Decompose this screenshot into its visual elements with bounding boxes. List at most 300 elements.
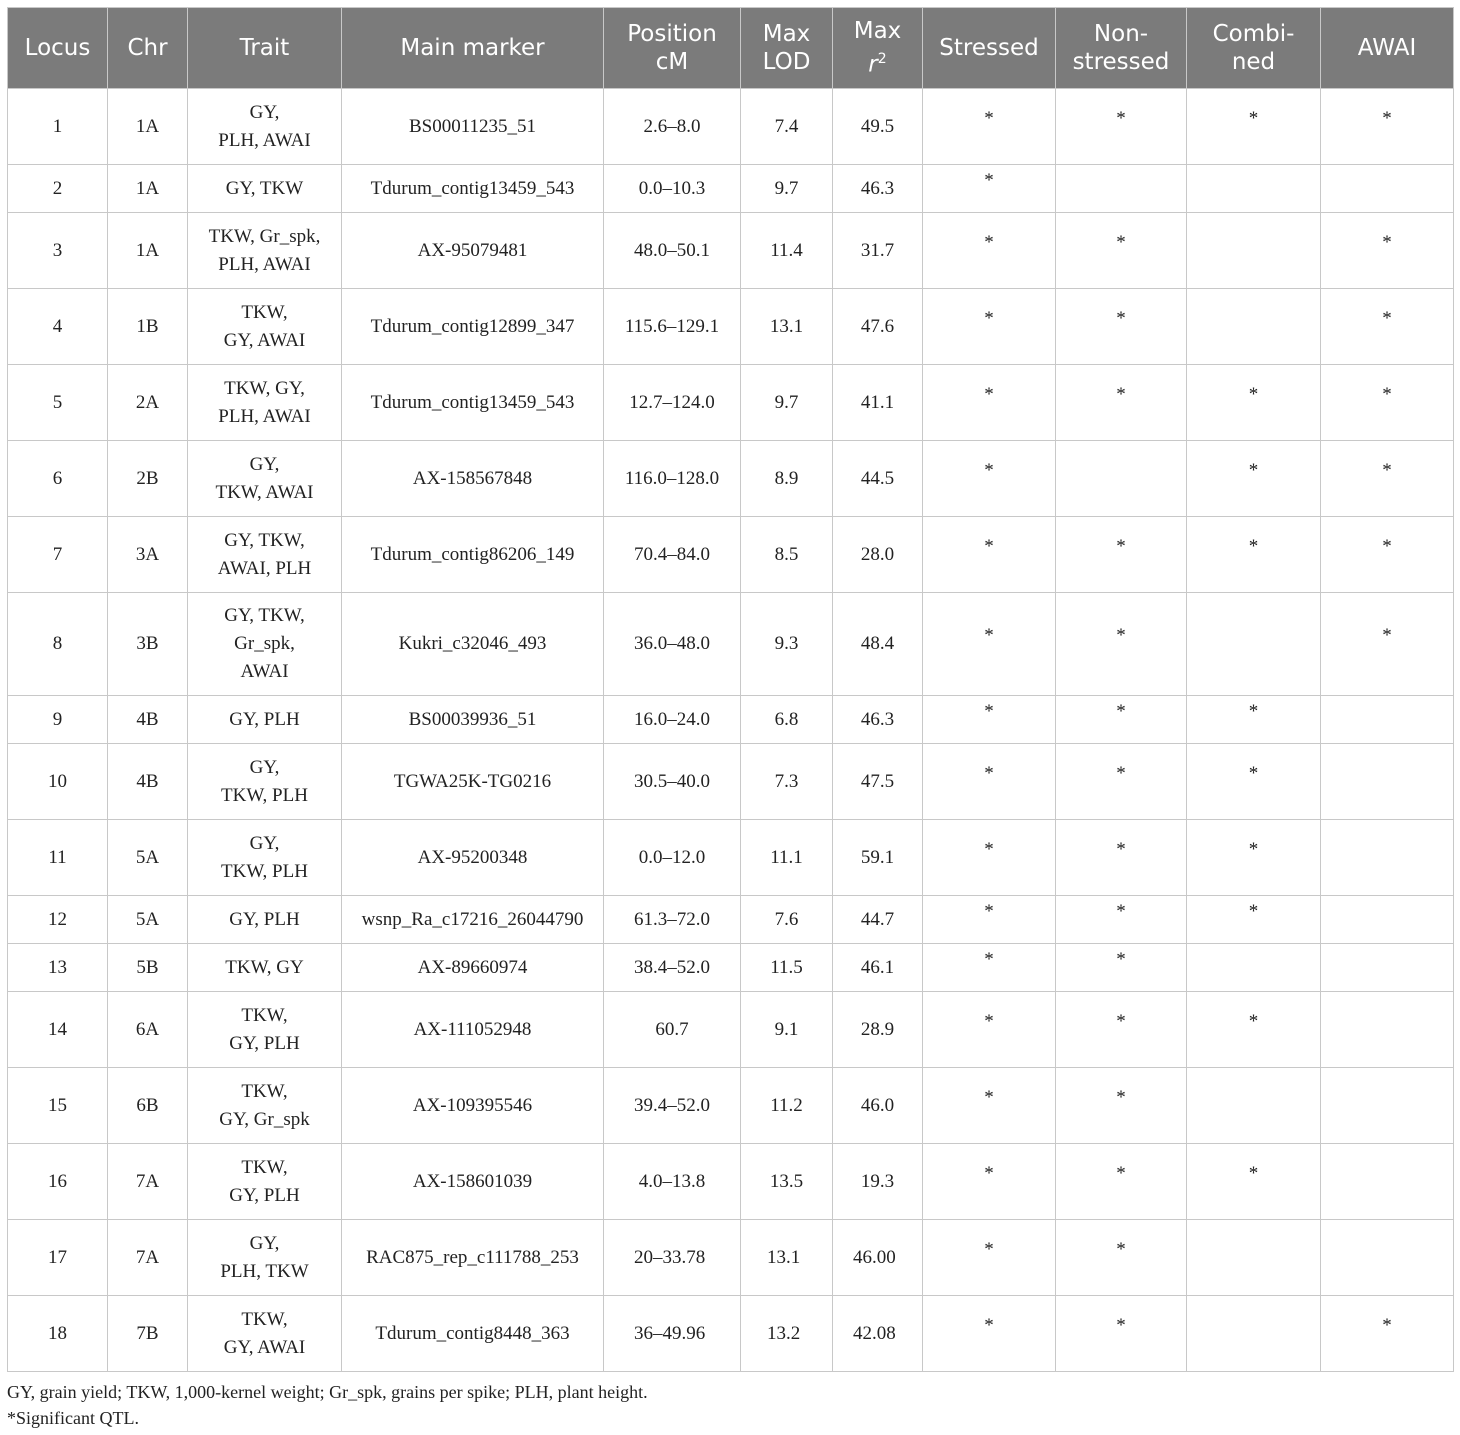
trait-line: TKW, xyxy=(241,1004,288,1026)
cell-locus: 8 xyxy=(8,593,108,696)
cell-locus: 16 xyxy=(8,1144,108,1220)
cell-locus: 15 xyxy=(8,1068,108,1144)
cell-non-stressed xyxy=(1056,744,1187,820)
cell-position: 48.0–50.1 xyxy=(604,213,741,289)
cell-position: 4.0–13.8 xyxy=(604,1144,741,1220)
significance-marker: * xyxy=(1248,1010,1259,1032)
significance-marker: * xyxy=(1382,307,1392,329)
cell-max-r2: 44.7 xyxy=(833,896,923,944)
cell-main-marker: BS00011235_51 xyxy=(342,89,604,165)
cell-main-marker: AX-109395546 xyxy=(342,1068,604,1144)
cell-trait xyxy=(188,1296,342,1372)
cell-non-stressed xyxy=(1056,517,1187,593)
cell-chr: 3B xyxy=(108,593,188,696)
cell-trait xyxy=(188,696,342,744)
cell-stressed xyxy=(923,896,1056,944)
cell-max-lod: 11.1 xyxy=(741,820,833,896)
header-position: Position cM xyxy=(604,8,741,89)
cell-combined xyxy=(1187,944,1321,992)
cell-position: 16.0–24.0 xyxy=(604,696,741,744)
cell-position: 0.0–12.0 xyxy=(604,820,741,896)
trait-line: AWAI xyxy=(240,661,289,682)
cell-combined xyxy=(1187,365,1321,441)
cell-chr: 7A xyxy=(108,1144,188,1220)
cell-locus: 11 xyxy=(8,820,108,896)
cell-max-r2: 31.7 xyxy=(833,213,923,289)
cell-max-lod: 7.3 xyxy=(741,744,833,820)
trait-line: PLH, TKW xyxy=(220,1260,309,1282)
cell-awai xyxy=(1321,1144,1454,1220)
cell-combined xyxy=(1187,992,1321,1068)
cell-stressed xyxy=(923,1068,1056,1144)
cell-max-lod: 11.4 xyxy=(741,213,833,289)
cell-main-marker: AX-95079481 xyxy=(342,213,604,289)
cell-non-stressed xyxy=(1056,992,1187,1068)
table-row xyxy=(8,1296,1454,1372)
cell-awai xyxy=(1321,365,1454,441)
cell-main-marker: BS00039936_51 xyxy=(342,696,604,744)
cell-chr: 6B xyxy=(108,1068,188,1144)
table-row xyxy=(8,944,1454,992)
cell-awai xyxy=(1321,696,1454,744)
cell-stressed xyxy=(923,1220,1056,1296)
cell-position: 38.4–52.0 xyxy=(604,944,741,992)
cell-stressed xyxy=(923,820,1056,896)
cell-awai xyxy=(1321,1068,1454,1144)
cell-locus: 9 xyxy=(8,696,108,744)
table-row xyxy=(8,289,1454,365)
cell-stressed xyxy=(923,289,1056,365)
cell-locus: 17 xyxy=(8,1220,108,1296)
cell-max-r2: 47.6 xyxy=(833,289,923,365)
significance-marker: * xyxy=(1382,231,1392,253)
cell-position: 2.6–8.0 xyxy=(604,89,741,165)
cell-chr: 3A xyxy=(108,517,188,593)
cell-combined xyxy=(1187,1296,1321,1372)
table-row xyxy=(8,441,1454,517)
cell-main-marker: AX-89660974 xyxy=(342,944,604,992)
table-row xyxy=(8,593,1454,696)
trait-line: GY, TKW xyxy=(225,177,304,199)
table-row xyxy=(8,365,1454,441)
cell-stressed xyxy=(923,696,1056,744)
cell-stressed xyxy=(923,593,1056,696)
cell-locus: 13 xyxy=(8,944,108,992)
table-row xyxy=(8,89,1454,165)
trait-line: Gr_spk, xyxy=(234,633,295,654)
significance-marker: * xyxy=(1382,625,1392,646)
significance-marker: * xyxy=(984,307,994,329)
significance-marker: * xyxy=(1248,107,1259,129)
cell-chr: 5B xyxy=(108,944,188,992)
significance-marker: * xyxy=(1116,1162,1126,1184)
cell-position: 12.7–124.0 xyxy=(604,365,741,441)
table-row xyxy=(8,1220,1454,1296)
trait-line: TKW, Gr_spk, xyxy=(208,225,321,247)
header-combined: Combi- ned xyxy=(1187,8,1321,89)
trait-line: GY, Gr_spk xyxy=(219,1108,310,1130)
cell-max-lod: 9.7 xyxy=(741,165,833,213)
cell-main-marker: AX-158567848 xyxy=(342,441,604,517)
cell-locus: 5 xyxy=(8,365,108,441)
footnote-significance: *Significant QTL. xyxy=(7,1408,139,1428)
significance-marker: * xyxy=(1116,1010,1126,1032)
cell-max-r2: 28.0 xyxy=(833,517,923,593)
cell-combined xyxy=(1187,896,1321,944)
table-row xyxy=(8,1068,1454,1144)
cell-awai xyxy=(1321,1220,1454,1296)
significance-marker: * xyxy=(1116,1314,1126,1336)
significance-marker: * xyxy=(984,838,994,860)
cell-stressed xyxy=(923,1144,1056,1220)
cell-combined xyxy=(1187,517,1321,593)
significance-marker: * xyxy=(984,1086,994,1108)
significance-marker: * xyxy=(1116,838,1126,860)
header-stressed: Stressed xyxy=(923,8,1056,89)
significance-marker: * xyxy=(984,459,994,481)
trait-line: GY, xyxy=(249,832,280,854)
cell-trait xyxy=(188,744,342,820)
header-trait: Trait xyxy=(188,8,342,89)
qtl-table xyxy=(7,7,1454,1372)
cell-awai xyxy=(1321,744,1454,820)
cell-position: 70.4–84.0 xyxy=(604,517,741,593)
cell-awai xyxy=(1321,165,1454,213)
significance-marker: * xyxy=(1248,700,1259,722)
cell-stressed xyxy=(923,1296,1056,1372)
cell-combined xyxy=(1187,593,1321,696)
cell-combined xyxy=(1187,89,1321,165)
cell-position: 0.0–10.3 xyxy=(604,165,741,213)
header-locus: Locus xyxy=(8,8,108,89)
cell-combined xyxy=(1187,744,1321,820)
cell-combined xyxy=(1187,1144,1321,1220)
table-row xyxy=(8,1144,1454,1220)
cell-combined xyxy=(1187,441,1321,517)
trait-line: GY, PLH xyxy=(229,1032,300,1054)
significance-marker: * xyxy=(1116,383,1126,405)
cell-main-marker: TGWA25K-TG0216 xyxy=(342,744,604,820)
significance-marker: * xyxy=(1116,700,1126,722)
cell-position: 39.4–52.0 xyxy=(604,1068,741,1144)
cell-chr: 1A xyxy=(108,213,188,289)
cell-position: 60.7 xyxy=(604,992,741,1068)
significance-marker: * xyxy=(984,107,994,129)
cell-max-r2: 59.1 xyxy=(833,820,923,896)
cell-stressed xyxy=(923,365,1056,441)
cell-main-marker: wsnp_Ra_c17216_26044790 xyxy=(342,896,604,944)
cell-non-stressed xyxy=(1056,1220,1187,1296)
cell-chr: 7A xyxy=(108,1220,188,1296)
cell-max-lod: 13.2 xyxy=(741,1296,833,1372)
header-row xyxy=(8,8,1454,89)
trait-line: TKW, xyxy=(241,301,288,323)
trait-line: GY, xyxy=(249,756,280,778)
cell-trait xyxy=(188,820,342,896)
cell-awai xyxy=(1321,213,1454,289)
significance-marker: * xyxy=(1248,900,1259,922)
cell-main-marker: AX-95200348 xyxy=(342,820,604,896)
cell-main-marker: RAC875_rep_c111788_253 xyxy=(342,1220,604,1296)
cell-awai xyxy=(1321,441,1454,517)
cell-combined xyxy=(1187,165,1321,213)
cell-chr: 1B xyxy=(108,289,188,365)
significance-marker: * xyxy=(984,1010,994,1032)
cell-locus: 18 xyxy=(8,1296,108,1372)
cell-max-lod: 9.7 xyxy=(741,365,833,441)
cell-non-stressed xyxy=(1056,896,1187,944)
significance-marker: * xyxy=(1116,231,1126,253)
header-main-marker: Main marker xyxy=(342,8,604,89)
cell-chr: 5A xyxy=(108,820,188,896)
significance-marker: * xyxy=(1382,535,1392,557)
trait-line: TKW, xyxy=(241,1080,288,1102)
cell-max-r2: 46.00 xyxy=(833,1220,923,1296)
footnote-abbreviations: GY, grain yield; TKW, 1,000-kernel weight; Gr_spk, grains per spike; PLH, plant height. xyxy=(7,1382,648,1402)
cell-locus: 10 xyxy=(8,744,108,820)
cell-chr: 6A xyxy=(108,992,188,1068)
cell-max-lod: 6.8 xyxy=(741,696,833,744)
cell-max-lod: 8.5 xyxy=(741,517,833,593)
significance-marker: * xyxy=(984,231,994,253)
cell-combined xyxy=(1187,213,1321,289)
significance-marker: * xyxy=(1116,1086,1126,1108)
cell-trait xyxy=(188,1220,342,1296)
significance-marker: * xyxy=(984,700,994,722)
table-row xyxy=(8,517,1454,593)
cell-non-stressed xyxy=(1056,441,1187,517)
cell-main-marker: Kukri_c32046_493 xyxy=(342,593,604,696)
cell-trait xyxy=(188,289,342,365)
cell-trait xyxy=(188,365,342,441)
significance-marker: * xyxy=(1248,383,1259,405)
header-awai: AWAI xyxy=(1321,8,1454,89)
significance-marker: * xyxy=(984,1238,994,1260)
cell-position: 36.0–48.0 xyxy=(604,593,741,696)
cell-stressed xyxy=(923,89,1056,165)
cell-awai xyxy=(1321,517,1454,593)
cell-chr: 1A xyxy=(108,89,188,165)
cell-chr: 2B xyxy=(108,441,188,517)
table-body xyxy=(8,89,1454,1372)
cell-stressed xyxy=(923,441,1056,517)
cell-max-r2: 48.4 xyxy=(833,593,923,696)
cell-stressed xyxy=(923,992,1056,1068)
cell-max-lod: 8.9 xyxy=(741,441,833,517)
trait-line: GY, PLH xyxy=(229,908,300,930)
trait-line: TKW, GY xyxy=(225,956,304,978)
cell-locus: 3 xyxy=(8,213,108,289)
cell-non-stressed xyxy=(1056,1296,1187,1372)
table-row xyxy=(8,744,1454,820)
cell-combined xyxy=(1187,696,1321,744)
trait-line: GY, xyxy=(249,101,280,123)
cell-non-stressed xyxy=(1056,165,1187,213)
cell-trait xyxy=(188,896,342,944)
cell-stressed xyxy=(923,517,1056,593)
trait-line: GY, AWAI xyxy=(223,329,306,351)
cell-non-stressed xyxy=(1056,365,1187,441)
table-row xyxy=(8,696,1454,744)
significance-marker: * xyxy=(984,1162,994,1184)
cell-trait xyxy=(188,593,342,696)
trait-line: PLH, AWAI xyxy=(218,253,311,275)
significance-marker: * xyxy=(1382,383,1392,405)
trait-line: GY, PLH xyxy=(229,708,300,730)
cell-main-marker: AX-158601039 xyxy=(342,1144,604,1220)
cell-non-stressed xyxy=(1056,944,1187,992)
cell-main-marker: Tdurum_contig13459_543 xyxy=(342,165,604,213)
cell-awai xyxy=(1321,289,1454,365)
table-row xyxy=(8,992,1454,1068)
significance-marker: * xyxy=(1116,625,1126,646)
significance-marker: * xyxy=(984,535,994,557)
cell-max-r2: 47.5 xyxy=(833,744,923,820)
cell-max-lod: 7.4 xyxy=(741,89,833,165)
header-max-lod: Max LOD xyxy=(741,8,833,89)
trait-line: GY, xyxy=(249,1232,280,1254)
significance-marker: * xyxy=(1248,535,1259,557)
cell-non-stressed xyxy=(1056,1068,1187,1144)
cell-combined xyxy=(1187,289,1321,365)
cell-max-lod: 13.1 xyxy=(741,1220,833,1296)
cell-chr: 7B xyxy=(108,1296,188,1372)
cell-locus: 12 xyxy=(8,896,108,944)
significance-marker: * xyxy=(984,762,994,784)
table-row xyxy=(8,213,1454,289)
significance-marker: * xyxy=(1248,762,1259,784)
cell-stressed xyxy=(923,944,1056,992)
cell-locus: 7 xyxy=(8,517,108,593)
cell-trait xyxy=(188,1068,342,1144)
cell-main-marker: Tdurum_contig8448_363 xyxy=(342,1296,604,1372)
cell-chr: 1A xyxy=(108,165,188,213)
significance-marker: * xyxy=(1116,900,1126,922)
cell-non-stressed xyxy=(1056,289,1187,365)
significance-marker: * xyxy=(1116,535,1126,557)
cell-position: 116.0–128.0 xyxy=(604,441,741,517)
trait-line: TKW, xyxy=(241,1156,288,1178)
cell-position: 36–49.96 xyxy=(604,1296,741,1372)
trait-line: GY, TKW, xyxy=(224,605,305,626)
cell-trait xyxy=(188,944,342,992)
significance-marker: * xyxy=(984,625,994,646)
table-row xyxy=(8,896,1454,944)
cell-stressed xyxy=(923,213,1056,289)
cell-locus: 14 xyxy=(8,992,108,1068)
trait-line: GY, xyxy=(249,453,280,475)
trait-line: TKW, xyxy=(241,1308,288,1330)
cell-trait xyxy=(188,517,342,593)
cell-max-r2: 46.0 xyxy=(833,1068,923,1144)
significance-marker: * xyxy=(1116,948,1126,970)
cell-locus: 4 xyxy=(8,289,108,365)
cell-max-lod: 13.1 xyxy=(741,289,833,365)
trait-line: PLH, AWAI xyxy=(218,405,311,427)
significance-marker: * xyxy=(1248,838,1259,860)
header-non-stressed: Non- stressed xyxy=(1056,8,1187,89)
cell-chr: 5A xyxy=(108,896,188,944)
trait-line: GY, AWAI xyxy=(223,1336,306,1358)
cell-max-lod: 11.5 xyxy=(741,944,833,992)
cell-non-stressed xyxy=(1056,593,1187,696)
cell-max-r2: 46.3 xyxy=(833,696,923,744)
significance-marker: * xyxy=(1382,459,1392,481)
cell-trait xyxy=(188,992,342,1068)
significance-marker: * xyxy=(1116,307,1126,329)
significance-marker: * xyxy=(984,900,994,922)
cell-max-lod: 11.2 xyxy=(741,1068,833,1144)
cell-max-r2: 28.9 xyxy=(833,992,923,1068)
trait-line: TKW, GY, xyxy=(224,377,305,399)
cell-main-marker: Tdurum_contig13459_543 xyxy=(342,365,604,441)
significance-marker: * xyxy=(1116,762,1126,784)
cell-position: 30.5–40.0 xyxy=(604,744,741,820)
header-chr: Chr xyxy=(108,8,188,89)
cell-trait xyxy=(188,165,342,213)
significance-marker: * xyxy=(1248,1162,1259,1184)
cell-max-r2: 42.08 xyxy=(833,1296,923,1372)
trait-line: AWAI, PLH xyxy=(217,557,312,579)
significance-marker: * xyxy=(1382,107,1392,129)
cell-max-r2: 44.5 xyxy=(833,441,923,517)
trait-line: GY, TKW, xyxy=(224,529,305,551)
significance-marker: * xyxy=(1248,459,1259,481)
significance-marker: * xyxy=(1382,1314,1392,1336)
trait-line: PLH, AWAI xyxy=(218,129,311,151)
cell-chr: 4B xyxy=(108,744,188,820)
cell-max-r2: 46.3 xyxy=(833,165,923,213)
cell-stressed xyxy=(923,165,1056,213)
cell-awai xyxy=(1321,992,1454,1068)
cell-combined xyxy=(1187,1068,1321,1144)
significance-marker: * xyxy=(1116,107,1126,129)
cell-awai xyxy=(1321,1296,1454,1372)
cell-non-stressed xyxy=(1056,1144,1187,1220)
cell-trait xyxy=(188,1144,342,1220)
cell-max-lod: 9.3 xyxy=(741,593,833,696)
cell-max-r2: 46.1 xyxy=(833,944,923,992)
cell-trait xyxy=(188,441,342,517)
cell-combined xyxy=(1187,1220,1321,1296)
cell-position: 115.6–129.1 xyxy=(604,289,741,365)
cell-locus: 6 xyxy=(8,441,108,517)
cell-chr: 2A xyxy=(108,365,188,441)
trait-line: GY, PLH xyxy=(229,1184,300,1206)
cell-max-r2: 49.5 xyxy=(833,89,923,165)
cell-trait xyxy=(188,89,342,165)
cell-position: 20–33.78 xyxy=(604,1220,741,1296)
header-max-r2: Max $r^2$ xyxy=(833,8,923,89)
cell-max-r2: 41.1 xyxy=(833,365,923,441)
cell-combined xyxy=(1187,820,1321,896)
cell-main-marker: AX-111052948 xyxy=(342,992,604,1068)
significance-marker: * xyxy=(984,383,994,405)
cell-max-lod: 13.5 xyxy=(741,1144,833,1220)
cell-main-marker: Tdurum_contig86206_149 xyxy=(342,517,604,593)
cell-max-lod: 9.1 xyxy=(741,992,833,1068)
cell-non-stressed xyxy=(1056,213,1187,289)
cell-awai xyxy=(1321,593,1454,696)
cell-max-lod: 7.6 xyxy=(741,896,833,944)
cell-awai xyxy=(1321,820,1454,896)
cell-awai xyxy=(1321,896,1454,944)
trait-line: TKW, PLH xyxy=(221,784,308,806)
cell-non-stressed xyxy=(1056,89,1187,165)
significance-marker: * xyxy=(1116,1238,1126,1260)
trait-line: TKW, AWAI xyxy=(215,481,314,503)
table-row xyxy=(8,165,1454,213)
